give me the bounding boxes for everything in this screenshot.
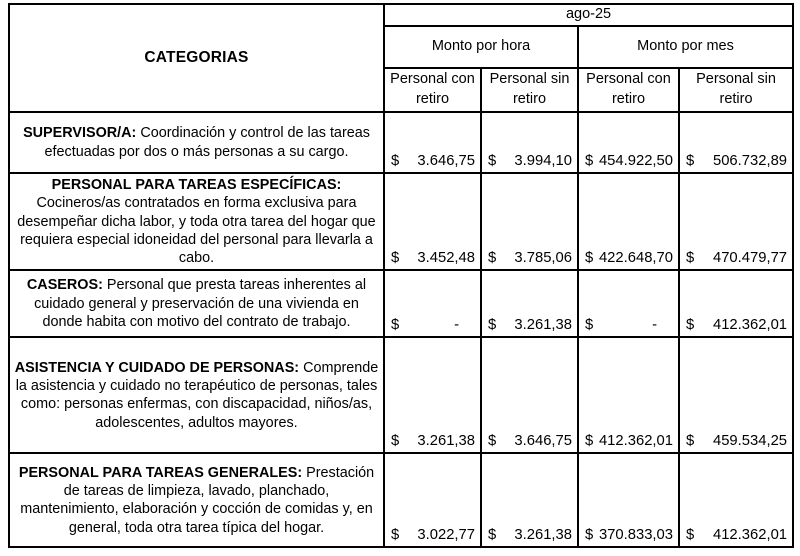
category-description: Cocineros/as contratados en forma exclusiva para desempeñar dicha labor, y toda otra tarea del hogar que requiera especial idoneidad del personal para llevarla a cabo. <box>17 195 376 267</box>
amount-cell <box>384 453 481 547</box>
subheader-monthly-sin-retiro: Personal sin retiro <box>679 68 793 112</box>
amount-value: 3.785,06 <box>514 250 572 267</box>
amount-value: 422.648,70 <box>598 250 673 267</box>
currency-symbol: $ <box>585 317 594 334</box>
amount-value: 506.732,89 <box>712 153 788 169</box>
category-title: PERSONAL PARA TAREAS ESPECÍFICAS: <box>51 177 342 193</box>
table-row <box>9 453 793 547</box>
amount-value: - <box>652 317 657 334</box>
amount-value: 3.646,75 <box>514 433 572 450</box>
amount-cell <box>679 112 793 173</box>
currency-symbol: $ <box>391 250 400 267</box>
currency-symbol: $ <box>391 317 400 334</box>
amount-value: 454.922,50 <box>598 153 673 169</box>
category-cell <box>9 453 384 547</box>
amount-cell <box>679 337 793 453</box>
amount-cell <box>578 453 679 547</box>
category-description: Prestación de tareas de limpieza, lavado, planchado, mantenimiento, elaboración y cocción de comidas y, en general, toda otra tarea típica del hogar. <box>20 464 375 536</box>
category-title: SUPERVISOR/A: <box>23 125 137 142</box>
amount-value: 3.646,75 <box>417 153 475 169</box>
currency-symbol: $ <box>686 153 695 169</box>
amount-value: - <box>454 317 459 334</box>
amount-value: 3.261,38 <box>514 527 572 544</box>
amount-value: 3.261,38 <box>417 433 475 450</box>
amount-cell <box>384 112 481 173</box>
salary-table <box>8 3 794 548</box>
category-title: ASISTENCIA Y CUIDADO DE PERSONAS: <box>14 359 300 376</box>
category-description: Coordinación y control de las tareas efectuadas por dos o más personas a su cargo. <box>44 125 370 160</box>
amount-value: 3.022,77 <box>417 527 475 544</box>
category-cell <box>9 112 384 173</box>
category-cell <box>9 173 384 270</box>
amount-cell <box>578 173 679 270</box>
amount-value: 3.994,10 <box>514 153 572 169</box>
amount-cell <box>481 112 578 173</box>
currency-symbol: $ <box>391 433 400 450</box>
subheader-hourly-con-retiro: Personal con retiro <box>384 68 481 112</box>
group-header-hourly: Monto por hora <box>384 26 578 68</box>
currency-symbol: $ <box>686 527 695 544</box>
currency-symbol: $ <box>391 527 400 544</box>
category-description: Personal que presta tareas inherentes al cuidado general y preservación de una vivienda en donde habita con motivo del contrato de trabajo. <box>34 277 367 331</box>
period-header: ago-25 <box>384 4 793 26</box>
group-header-monthly: Monto por mes <box>578 26 793 68</box>
currency-symbol: $ <box>391 153 400 169</box>
category-description: Comprende la asistencia y cuidado no terapéutico de personas, tales como: personas enfermas, con discapacidad, niños/as, adolescentes, adultos mayores. <box>15 359 379 431</box>
table-row <box>9 270 793 337</box>
currency-symbol: $ <box>488 527 497 544</box>
amount-cell <box>481 337 578 453</box>
amount-value: 412.362,01 <box>712 317 788 334</box>
currency-symbol: $ <box>585 527 594 544</box>
amount-value: 3.452,48 <box>417 250 475 267</box>
amount-cell <box>578 112 679 173</box>
amount-value: 470.479,77 <box>712 250 788 267</box>
subheader-hourly-sin-retiro: Personal sin retiro <box>481 68 578 112</box>
currency-symbol: $ <box>686 433 695 450</box>
amount-cell <box>481 453 578 547</box>
amount-cell <box>481 173 578 270</box>
amount-cell <box>679 270 793 337</box>
amount-cell <box>384 173 481 270</box>
table-row <box>9 112 793 173</box>
category-title: PERSONAL PARA TAREAS GENERALES: <box>18 464 303 481</box>
category-title: CASEROS: <box>26 277 103 294</box>
amount-value: 3.261,38 <box>514 317 572 334</box>
category-cell <box>9 270 384 337</box>
amount-value: 412.362,01 <box>712 527 788 544</box>
currency-symbol: $ <box>488 250 497 267</box>
table-row <box>9 337 793 453</box>
amount-value: 412.362,01 <box>598 433 673 450</box>
currency-symbol: $ <box>686 317 695 334</box>
amount-value: 370.833,03 <box>598 527 673 544</box>
amount-cell <box>679 453 793 547</box>
currency-symbol: $ <box>488 433 497 450</box>
table-row <box>9 173 793 270</box>
categories-header: CATEGORIAS <box>9 4 384 112</box>
currency-symbol: $ <box>686 250 695 267</box>
currency-symbol: $ <box>585 433 594 450</box>
amount-cell <box>384 270 481 337</box>
subheader-monthly-con-retiro: Personal con retiro <box>578 68 679 112</box>
amount-cell <box>481 270 578 337</box>
amount-cell <box>578 270 679 337</box>
currency-symbol: $ <box>585 153 594 169</box>
category-cell <box>9 337 384 453</box>
currency-symbol: $ <box>488 317 497 334</box>
amount-cell <box>679 173 793 270</box>
currency-symbol: $ <box>488 153 497 169</box>
amount-value: 459.534,25 <box>712 433 788 450</box>
amount-cell <box>384 337 481 453</box>
amount-cell <box>578 337 679 453</box>
currency-symbol: $ <box>585 250 594 267</box>
